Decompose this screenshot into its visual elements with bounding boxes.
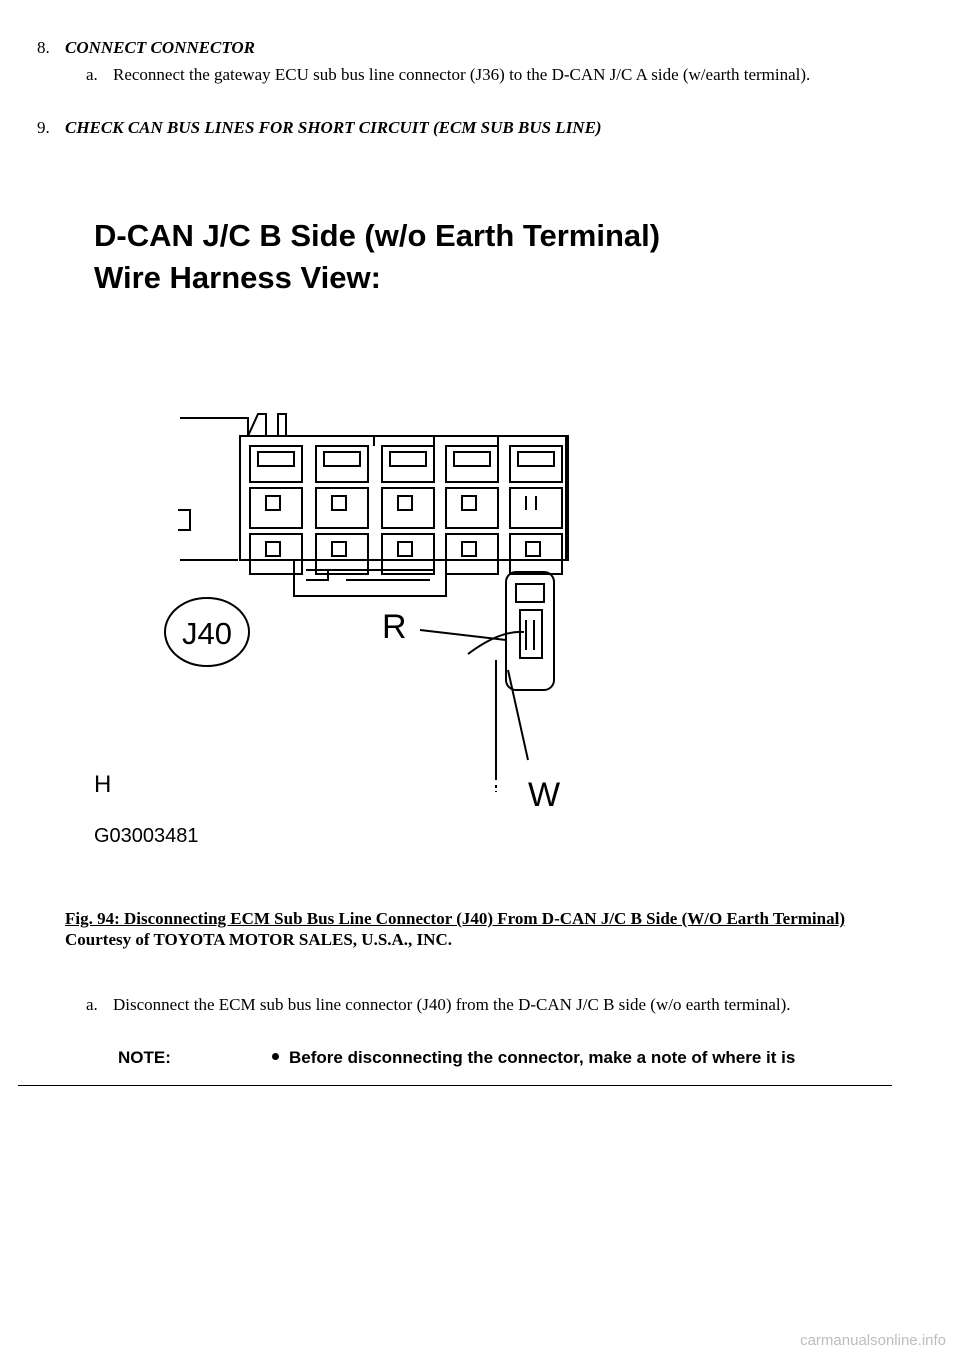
figure-caption-title: Fig. 94: Disconnecting ECM Sub Bus Line Connector (J40) From D-CAN J/C B Side (W/O Earth Terminal) [65,909,845,928]
section-divider [18,1085,892,1086]
substep-label: a. [86,65,98,84]
wire-leaders [420,630,528,792]
figure-heading-2: Wire Harness View: [94,260,381,295]
figure-code: G03003481 [94,825,199,847]
step-9-substep-a [86,994,886,1015]
substep-text: Reconnect the gateway ECU sub bus line connector (J36) to the D-CAN J/C A side (w/earth terminal). [113,65,811,84]
plug-connector [506,572,554,690]
substep-text: Disconnect the ECM sub bus line connector (J40) from the D-CAN J/C B side (w/o earth terminal). [113,995,791,1014]
step-number: 9. [37,118,50,137]
step-number: 8. [37,38,50,57]
step-9-heading [37,118,602,138]
wire-label-r: R [382,608,407,646]
connector-figure [70,200,770,860]
note-item-text: Before disconnecting the connector, make a note of where it is [289,1048,796,1067]
wire-label-w: W [528,776,561,814]
terminal-cavities [250,446,562,574]
step-title: CHECK CAN BUS LINES FOR SHORT CIRCUIT (ECM SUB BUS LINE) [65,118,602,137]
note-label: NOTE: [118,1048,171,1067]
connector-id: J40 [182,616,232,651]
step-8-substep-a [86,64,886,85]
figure-caption [65,908,885,950]
connector-diagram [70,200,770,860]
note-item [272,1048,795,1068]
step-8-heading [37,38,255,58]
step-title: CONNECT CONNECTOR [65,38,256,57]
substep-label: a. [86,995,98,1014]
bullet-icon [272,1053,279,1060]
watermark: carmanualsonline.info [800,1332,946,1349]
figure-courtesy: Courtesy of TOYOTA MOTOR SALES, U.S.A., INC. [65,930,452,949]
connector-id-badge [165,598,249,666]
marker-h: H [94,771,112,798]
figure-heading-1: D-CAN J/C B Side (w/o Earth Terminal) [94,218,661,253]
